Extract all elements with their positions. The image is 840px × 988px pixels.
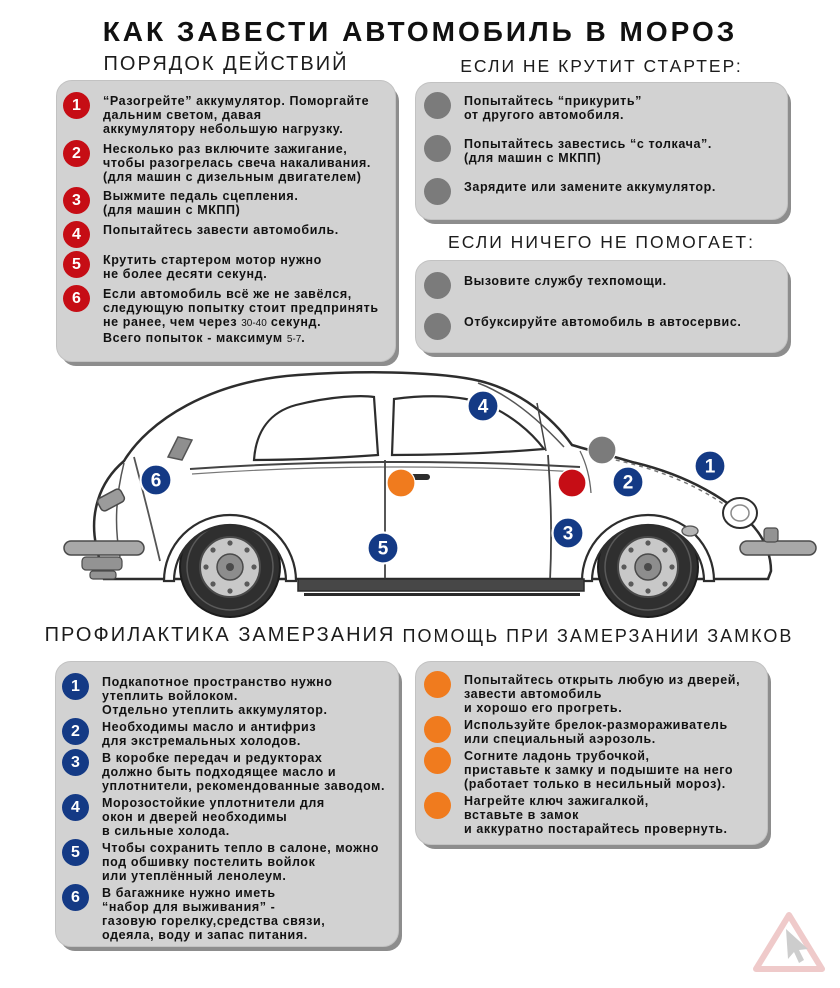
step-text: Согните ладонь трубочкой, приставьте к замку и подышите на него (работает только в несильный мороз).	[464, 749, 734, 791]
heading-freeze-prevention: ПРОФИЛАКТИКА ЗАМЕРЗАНИЯ	[44, 624, 396, 646]
step-text: Зарядите или замените аккумулятор.	[464, 180, 716, 194]
step-text: Морозостойкие уплотнители для окон и дверей необходимы в сильные холода.	[102, 796, 325, 838]
panel-nothing-helps	[415, 260, 788, 353]
step-number-badge: 1	[63, 92, 90, 119]
list-item	[62, 748, 390, 793]
bullet-dot-icon	[424, 135, 451, 162]
list-item	[424, 791, 759, 836]
list-item	[424, 746, 759, 791]
step-text: Попытайтесь открыть любую из дверей, завести автомобиль и хорошо его прогреть.	[464, 673, 741, 715]
step-number-badge: 1	[62, 673, 89, 700]
list-item	[62, 838, 390, 883]
watermark-triangle-cursor-logo	[748, 903, 830, 983]
step-text: Попытайтесь завести автомобиль.	[103, 222, 339, 237]
step-number-badge: 3	[62, 749, 89, 776]
step-text: В багажнике нужно иметь “набор для выживания” - газовую горелку,средства связи, одеяла, воду и запас питания.	[102, 886, 326, 942]
panel-freeze-prevention	[55, 661, 399, 947]
step-text: “Разогрейте” аккумулятор. Поморгайте дальним светом, давая аккумулятору небольшую нагрузку.	[103, 94, 370, 136]
page-title: КАК ЗАВЕСТИ АВТОМОБИЛЬ В МОРОЗ	[102, 16, 738, 47]
car-marker-label: 1	[704, 456, 716, 478]
heading-nothing-helps: ЕСЛИ НИЧЕГО НЕ ПОМОГАЕТ:	[448, 232, 755, 252]
bullet-dot-icon	[424, 272, 451, 299]
car-marker-label: 4	[477, 396, 489, 418]
bullet-dot-icon	[424, 313, 451, 340]
heading-frozen-locks-help: ПОМОЩЬ ПРИ ЗАМЕРЗАНИИ ЗАМКОВ	[402, 626, 794, 646]
panel-order-of-actions	[56, 80, 396, 362]
list-item	[63, 186, 387, 217]
step-text: Если автомобиль всё же не завёлся, следующую попытку стоит предпринять не ранее, чем через 30-40 секунд. Всего попыток - максимум 5-7.	[103, 286, 379, 345]
car-marker-label: 2	[622, 472, 634, 494]
list-item	[424, 134, 779, 165]
step-text: Используйте брелок-размораживатель или специальный аэрозоль.	[464, 718, 728, 746]
running-board	[298, 579, 584, 591]
list-item	[424, 312, 779, 340]
list-item	[62, 883, 390, 942]
car-illustration	[40, 365, 820, 630]
step-number-badge: 2	[62, 718, 89, 745]
step-number-badge: 5	[63, 251, 90, 278]
list-item	[62, 672, 390, 717]
bullet-dot-icon	[424, 716, 451, 743]
step-number-badge: 6	[62, 884, 89, 911]
list-item	[63, 139, 387, 184]
step-number-badge: 4	[62, 794, 89, 821]
list-item	[424, 177, 779, 205]
heading-starter-not-cranking: ЕСЛИ НЕ КРУТИТ СТАРТЕР:	[460, 56, 743, 76]
bullet-dot-icon	[424, 178, 451, 205]
step-text: Подкапотное пространство нужно утеплить войлоком. Отдельно утеплить аккумулятор.	[102, 675, 333, 717]
list-item	[62, 717, 390, 748]
bullet-dot-icon	[424, 747, 451, 774]
list-item	[424, 670, 759, 715]
step-text: Вызовите службу техпомощи.	[464, 274, 667, 288]
list-item	[424, 715, 759, 746]
step-text: Крутить стартером мотор нужно не более десяти секунд.	[103, 253, 322, 282]
heading-order-of-actions: ПОРЯДОК ДЕЙСТВИЙ	[103, 53, 349, 75]
list-item	[63, 91, 387, 136]
list-item	[62, 793, 390, 838]
car-marker-label: 6	[150, 470, 162, 492]
panel-starter-not-cranking	[415, 82, 788, 220]
step-number-badge: 4	[63, 221, 90, 248]
car-marker-label: 3	[562, 523, 574, 545]
headlight	[723, 498, 757, 528]
car-dot-red	[558, 469, 586, 497]
list-item	[63, 220, 387, 248]
step-number-badge: 2	[63, 140, 90, 167]
step-text: Попытайтесь “прикурить” от другого автомобиля.	[464, 94, 642, 122]
bullet-dot-icon	[424, 671, 451, 698]
list-item	[424, 91, 779, 122]
list-item	[63, 284, 387, 347]
step-text: Чтобы сохранить тепло в салоне, можно под обшивку постелить войлок или утеплённый ленолеум.	[102, 841, 379, 883]
step-text: В коробке передач и редукторах должно быть подходящее масло и уплотнители, рекомендованные заводом.	[102, 751, 386, 793]
step-text: Попытайтесь завестись “с толкача”. (для машин с МКПП)	[464, 137, 712, 165]
list-item	[424, 271, 779, 299]
bullet-dot-icon	[424, 92, 451, 119]
step-number-badge: 3	[63, 187, 90, 214]
step-text: Выжмите педаль сцепления. (для машин с МКПП)	[103, 189, 299, 218]
blinker	[682, 526, 698, 536]
step-number-badge: 6	[63, 285, 90, 312]
car-marker-label: 5	[377, 538, 389, 560]
panel-frozen-locks-help	[415, 661, 768, 845]
step-number-badge: 5	[62, 839, 89, 866]
step-text: Необходимы масло и антифриз для экстремальных холодов.	[102, 720, 317, 748]
step-text: Нагрейте ключ зажигалкой, вставьте в замок и аккуратно постарайтесь провернуть.	[464, 794, 728, 836]
step-text: Отбуксируйте автомобиль в автосервис.	[464, 315, 742, 329]
list-item	[63, 250, 387, 281]
bullet-dot-icon	[424, 792, 451, 819]
step-text: Несколько раз включите зажигание, чтобы разогрелась свеча накаливания. (для машин с дизельным двигателем)	[103, 141, 371, 184]
car-dot-orange	[387, 469, 415, 497]
car-dot-gray	[588, 436, 616, 464]
